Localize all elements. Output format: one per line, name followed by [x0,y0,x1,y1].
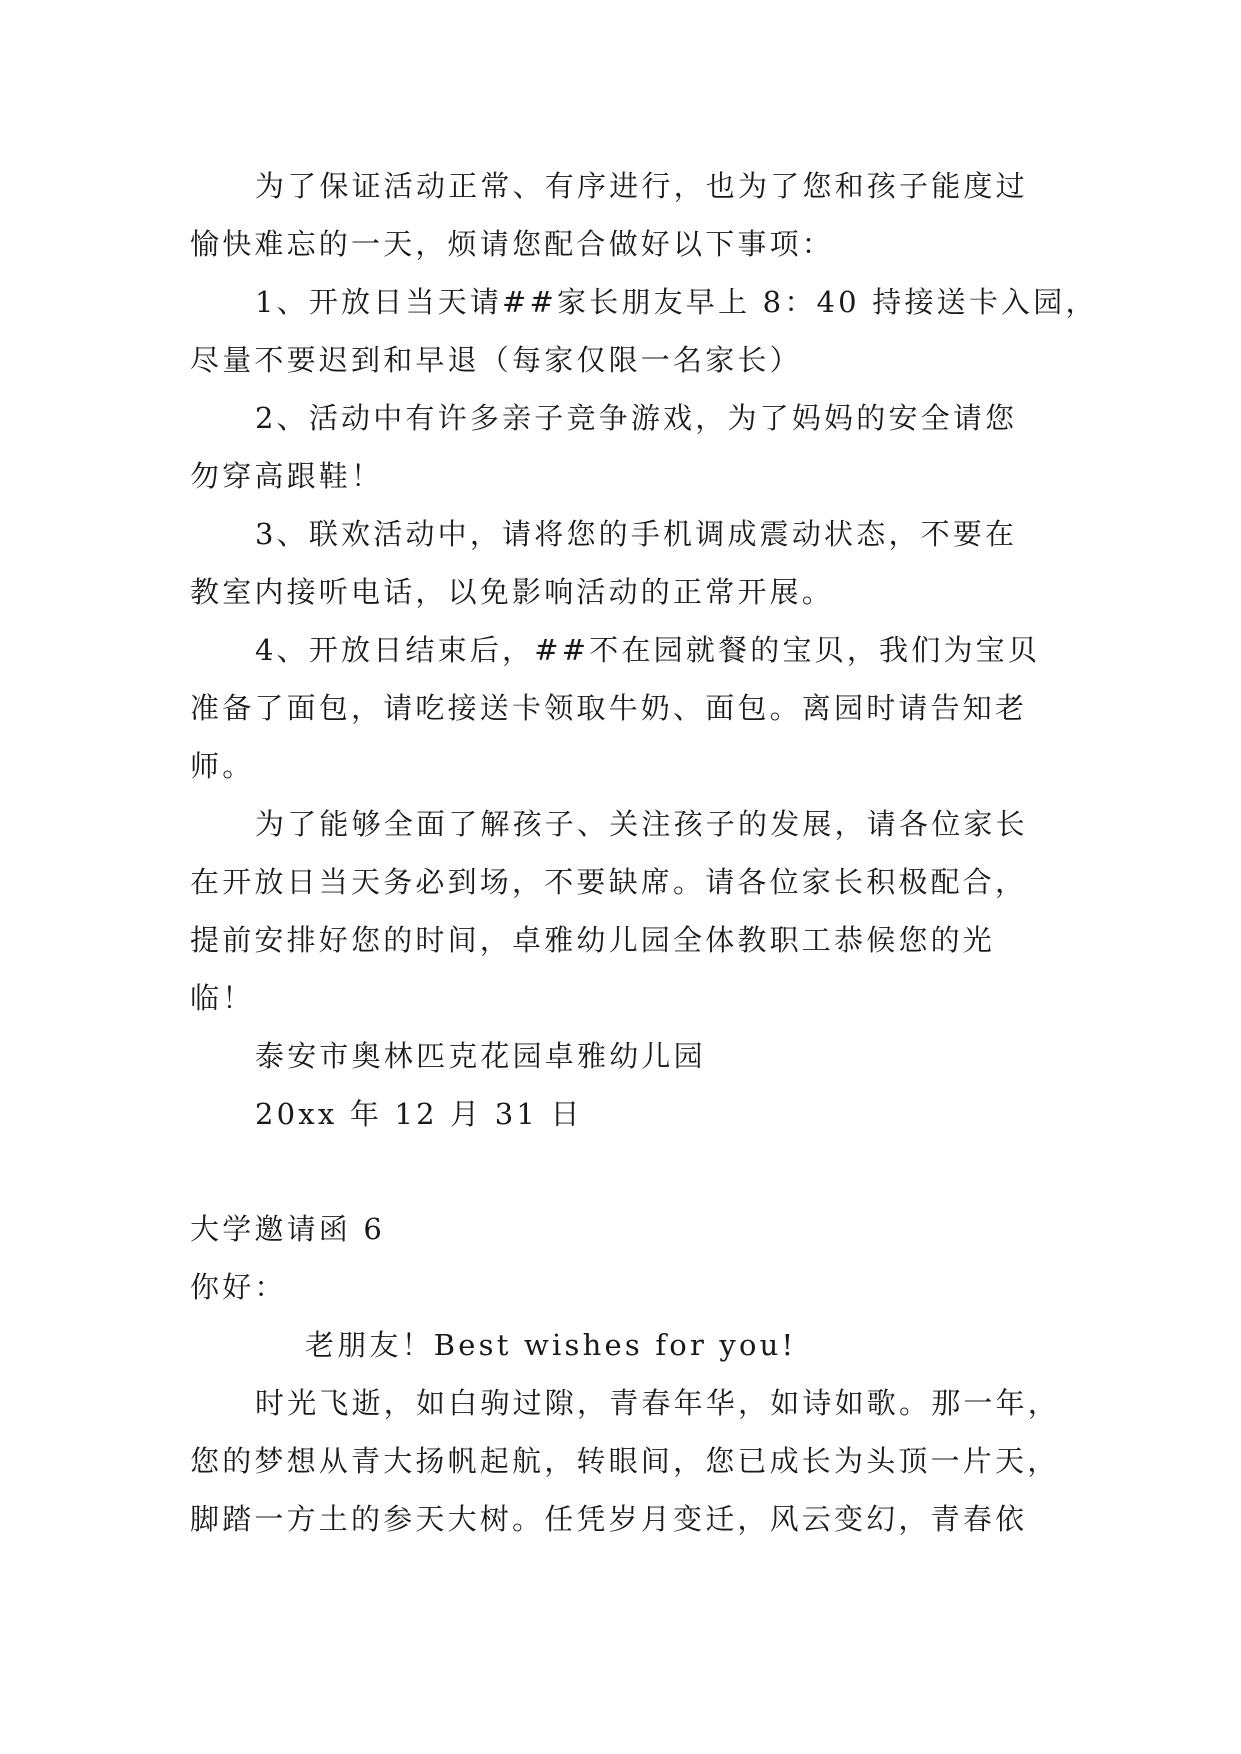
paragraph-line: 愉快难忘的一天，烦请您配合做好以下事项： [190,227,835,261]
paragraph-line: 时光飞逝，如白驹过隙，青春年华，如诗如歌。那一年， [255,1386,1061,1420]
signature-organization: 泰安市奥林匹克花园卓雅幼儿园 [255,1039,706,1073]
paragraph-line: 在开放日当天务必到场，不要缺席。请各位家长积极配合， [190,865,1028,899]
list-item-line: 教室内接听电话，以免影响活动的正常开展。 [190,575,835,609]
list-item-line: 准备了面包，请吃接送卡领取牛奶、面包。离园时请告知老 [190,691,1028,725]
signature-date: 20xx 年 12 月 31 日 [255,1097,583,1131]
section-title: 大学邀请函 6 [190,1212,386,1246]
list-item-line: 2、活动中有许多亲子竞争游戏，为了妈妈的安全请您 [255,401,1018,435]
paragraph-line: 您的梦想从青大扬帆起航，转眼间，您已成长为头顶一片天， [190,1444,1060,1478]
list-item-line: 尽量不要迟到和早退（每家仅限一名家长） [190,343,802,377]
paragraph-line: 脚踏一方土的参天大树。任凭岁月变迁，风云变幻，青春依 [190,1502,1028,1536]
list-item-line: 1、开放日当天请##家长朋友早上 8：40 持接送卡入园， [255,285,1098,319]
list-item-line: 勿穿高跟鞋！ [190,459,384,493]
paragraph-line: 为了保证活动正常、有序进行，也为了您和孩子能度过 [255,169,1028,203]
paragraph-line: 临！ [190,981,255,1015]
greeting-line: 老朋友！Best wishes for you! [305,1328,797,1362]
paragraph-line: 提前安排好您的时间，卓雅幼儿园全体教职工恭候您的光 [190,923,996,957]
list-item-line: 师。 [190,749,255,783]
greeting: 你好： [190,1270,287,1304]
list-item-line: 3、联欢活动中，请将您的手机调成震动状态，不要在 [255,517,1018,551]
list-item-line: 4、开放日结束后，##不在园就餐的宝贝，我们为宝贝 [255,633,1041,667]
paragraph-line: 为了能够全面了解孩子、关注孩子的发展，请各位家长 [255,807,1028,841]
